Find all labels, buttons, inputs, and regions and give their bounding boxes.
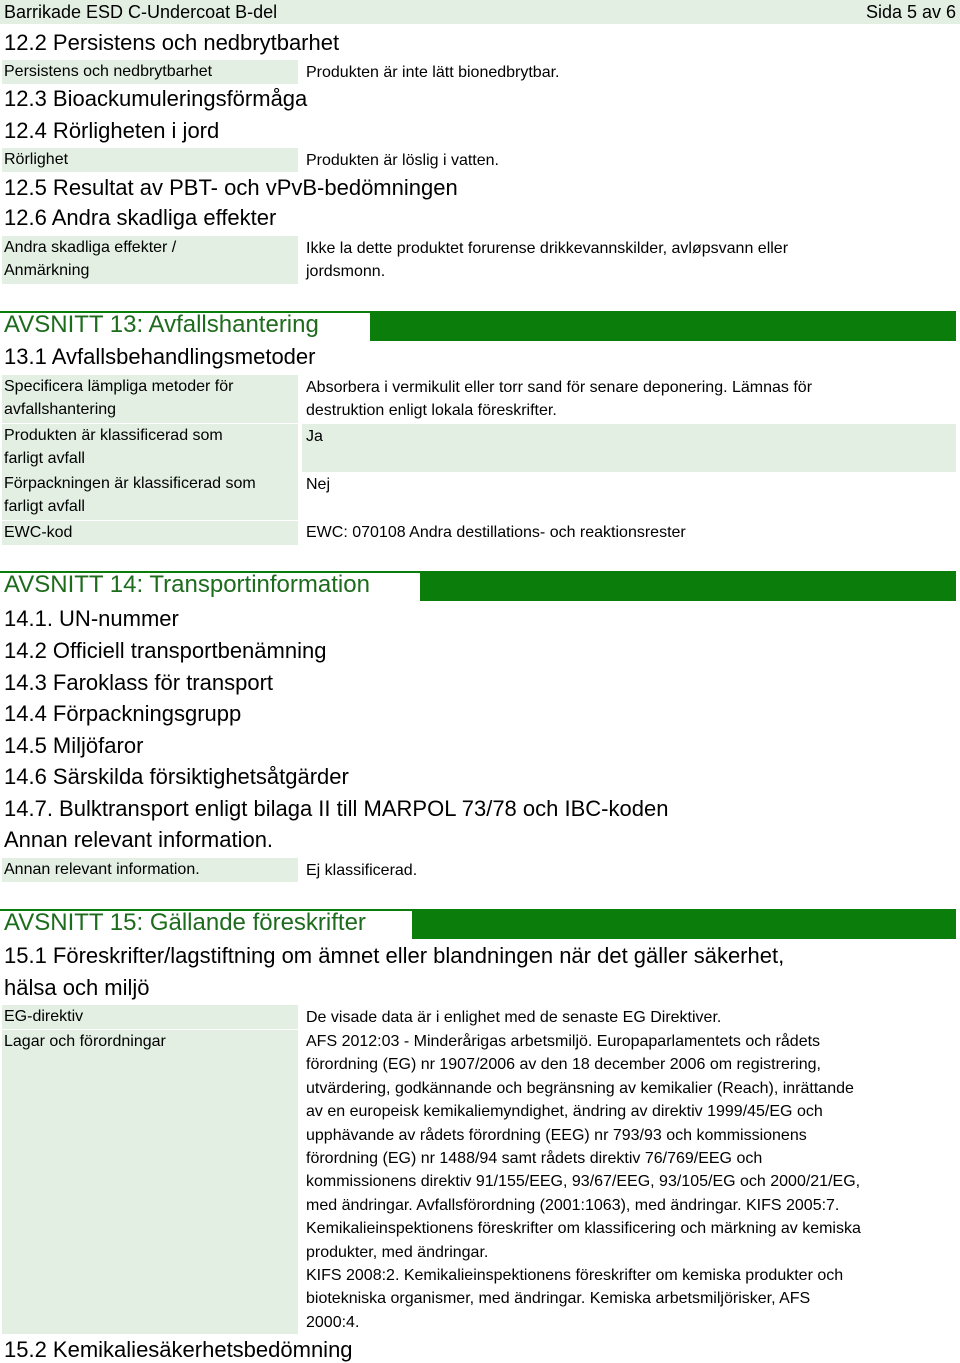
heading-14-2: 14.2 Officiell transportbenämning [4,638,327,663]
value-row [306,376,946,423]
label-cell [2,521,298,545]
heading-15-2: 15.2 Kemikaliesäkerhetsbedömning [4,1337,353,1362]
label-andra-line2: Anmärkning [4,262,90,279]
laws-line: Kemikalieinspektionens föreskrifter om klassificering och märkning av kemiska [306,1220,861,1238]
laws-text [306,1030,946,1334]
value-text: destruktion enligt lokala föreskrifter. [306,402,557,420]
value-text: Ja [306,428,323,445]
label-cell [2,148,298,172]
heading-12-3: 12.3 Bioackumuleringsförmåga [4,86,308,111]
document-title: Barrikade ESD C-Undercoat B-del [4,2,278,22]
label-andra-line1: Andra skadliga effekter / [4,239,177,256]
label-text: Förpackningen är klassificerad som [4,475,256,492]
label-cell [2,60,298,84]
laws-line: produkter, med ändringar. [306,1243,489,1261]
label-text: Specificera lämpliga metoder för [4,378,234,395]
heading-14-3: 14.3 Faroklass för transport [4,670,274,695]
section-band [412,909,956,939]
laws-line: upphävande av rådets förordning (EEG) nr 793/93 och kommissionens [306,1126,807,1144]
label-text: farligt avfall [4,450,85,467]
laws-line: KIFS 2008:2. Kemikalieinspektionens föreskrifter om kemiska produkter och [306,1267,844,1285]
laws-line: förordning (EG) nr 1488/94 samt rådets direktiv 76/769/EEG och [306,1150,763,1168]
heading-14-4: 14.4 Förpackningsgrupp [4,701,242,726]
label-cell [2,375,298,423]
label-cell [2,858,298,882]
section-15-title: AVSNITT 15: Gällande föreskrifter [4,909,366,936]
section-band [420,571,956,601]
laws-line: förordning (EG) nr 1907/2006 av den 18 december 2006 om registrering, [306,1056,821,1074]
label-cell [2,424,298,472]
label-cell [2,472,298,520]
label-text: farligt avfall [4,498,85,515]
heading-12-6: 12.6 Andra skadliga effekter [4,205,277,230]
heading-12-2: 12.2 Persistens och nedbrytbarhet [4,30,340,55]
heading-14-7: 14.7. Bulktransport enligt bilaga II till MARPOL 73/78 och IBC-koden [4,796,669,821]
section-band [370,311,956,341]
heading-14-5: 14.5 Miljöfaror [4,733,144,758]
label-cell [2,1005,298,1029]
value-andra-line2: jordsmonn. [306,263,386,281]
heading-15-1-line1: 15.1 Föreskrifter/lagstiftning om ämnet eller blandningen när det gäller säkerhet, [4,943,785,968]
label-text: Lagar och förordningar [4,1033,166,1050]
heading-annan: Annan relevant information. [4,827,274,852]
heading-15-1-line2: hälsa och miljö [4,975,150,1000]
laws-line: med ändringar. Avfallsförordning (2001:1063), med ändringar. KIFS 2005:7. [306,1196,840,1214]
label-cell [2,1030,298,1334]
page-number: Sida 5 av 6 [865,2,956,22]
label-text: Annan relevant information. [4,861,200,878]
heading-12-5: 12.5 Resultat av PBT- och vPvB-bedömningen [4,175,458,200]
value-text: Nej [306,476,331,493]
laws-line: kommissionens direktiv 91/155/EEG, 93/67/EEG, 93/105/EG och 2000/21/EG, [306,1173,861,1191]
laws-line: AFS 2012:03 - Minderårigas arbetsmiljö. Europaparlamentets och rådets [306,1033,821,1050]
laws-line: biotekniska organismer, med ändringar. Kemiska arbetsmiljörisker, AFS [306,1290,811,1308]
label-text: EWC-kod [4,524,73,541]
value-andra-line1: Ikke la dette produktet forurense drikkevannskilder, avløpsvann eller [306,240,789,257]
value-andra [306,237,946,284]
value-persistens: Produkten är inte lätt bionedbrytbar. [306,64,560,81]
value-rorlighet: Produkten är löslig i vatten. [306,152,499,169]
heading-13-1: 13.1 Avfallsbehandlingsmetoder [4,344,316,369]
section-14-title: AVSNITT 14: Transportinformation [4,571,370,598]
laws-line: utvärdering, godkännande och begränsning av kemikalier (Reach), inrättande [306,1079,854,1097]
label-text: EG-direktiv [4,1008,84,1025]
heading-12-4: 12.4 Rörligheten i jord [4,118,220,143]
label-text: avfallshantering [4,401,117,418]
section-13-title: AVSNITT 13: Avfallshantering [4,311,319,338]
laws-line: 2000:4. [306,1313,360,1331]
label-text: Produkten är klassificerad som [4,427,223,444]
label-persistens: Persistens och nedbrytbarhet [4,63,213,80]
value-text: Absorbera i vermikulit eller torr sand för senare deponering. Lämnas för [306,379,813,396]
label-cell [2,236,298,284]
value-text: De visade data är i enlighet med de senaste EG Direktiver. [306,1009,722,1026]
heading-14-6: 14.6 Särskilda försiktighetsåtgärder [4,764,349,789]
laws-line: av en europeisk kemikaliemyndighet, ändring av direktiv 1999/45/EG och [306,1103,823,1121]
label-rorlighet: Rörlighet [4,151,69,168]
value-text: Ej klassificerad. [306,862,418,879]
heading-14-1: 14.1. UN-nummer [4,606,179,631]
value-text: EWC: 070108 Andra destillations- och reaktionsrester [306,524,686,541]
